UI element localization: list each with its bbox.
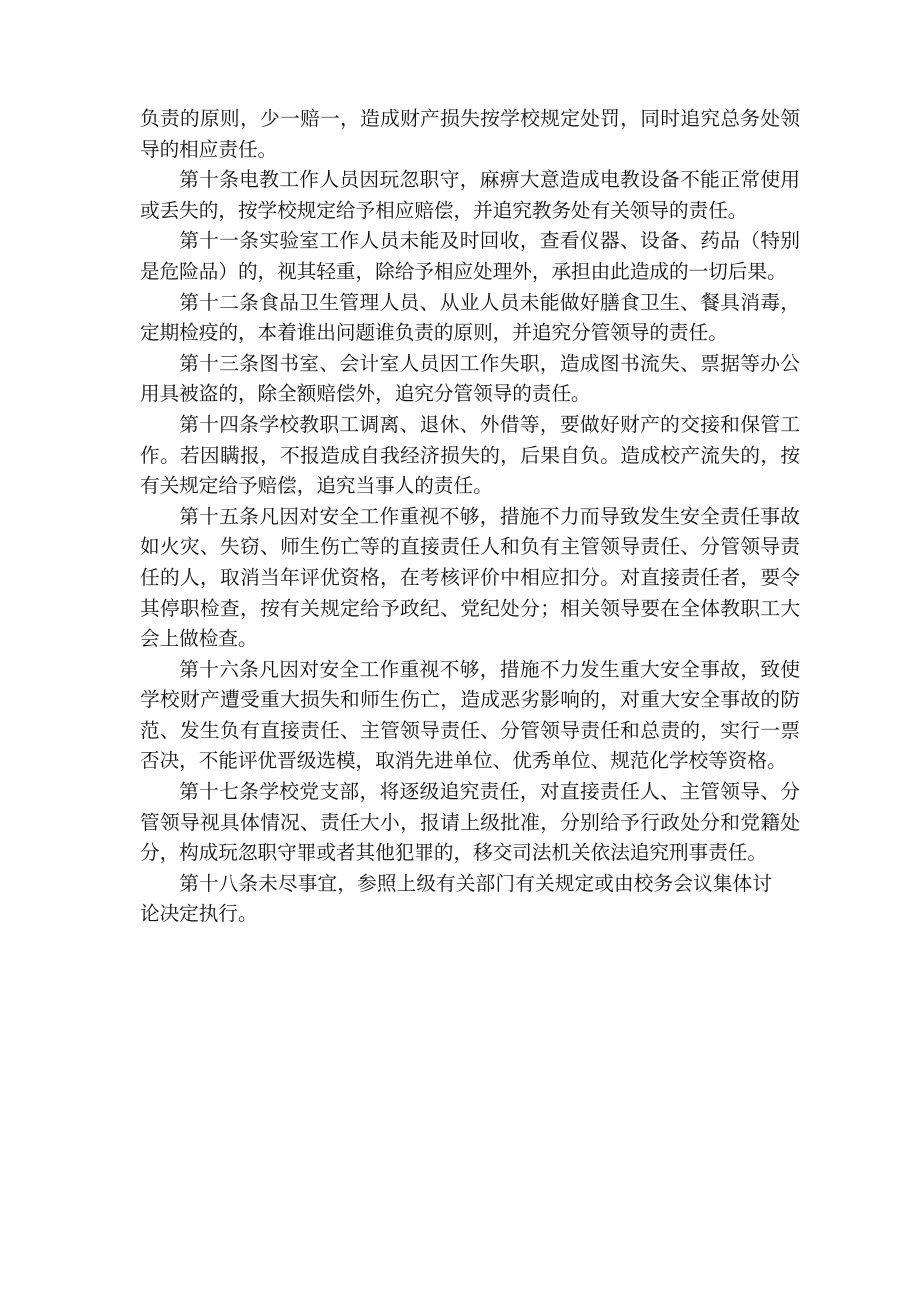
article-16: 第十六条凡因对安全工作重视不够，措施不力发生重大安全事故，致使学校财产遭受重大损失和师生伤亡，造成恶劣影响的，对重大安全事故的防范、发生负有直接责任、主管领导责任、分管领导责任和总责的，实行一票否决，不能评优晋级选模，取消先进单位、优秀单位、规范化学校等资格。 <box>140 657 800 773</box>
article-17: 第十七条学校党支部，将逐级追究责任，对直接责任人、主管领导、分管领导视具体情况、责任大小，报请上级批准，分别给予行政处分和党籍处分，构成玩忽职守罪或者其他犯罪的，移交司法机关依法追究刑事责任。 <box>140 780 800 865</box>
document-page <box>140 104 800 930</box>
article-13: 第十三条图书室、会计室人员因工作失职，造成图书流失、票据等办公用具被盗的，除全额赔偿外，追究分管领导的责任。 <box>140 351 800 406</box>
article-18: 第十八条未尽事宜，参照上级有关部门有关规定或由校务会议集体讨论决定执行。 <box>140 871 772 926</box>
article-12: 第十二条食品卫生管理人员、从业人员未能做好膳食卫生、餐具消毒，定期检疫的，本着谁出问题谁负责的原则，并追究分管领导的责任。 <box>140 290 800 345</box>
article-11: 第十一条实验室工作人员未能及时回收，查看仪器、设备、药品（特别是危险品）的，视其轻重，除给予相应处理外，承担由此造成的一切后果。 <box>140 229 800 283</box>
article-14: 第十四条学校教职工调离、退休、外借等，要做好财产的交接和保管工作。若因瞒报，不报造成自我经济损失的，后果自负。造成校产流失的，按有关规定给予赔偿，追究当事人的责任。 <box>140 412 800 498</box>
paragraph-continued: 负责的原则，少一赔一，造成财产损失按学校规定处罚，同时追究总务处领导的相应责任。 <box>140 107 800 161</box>
article-10: 第十条电教工作人员因玩忽职守，麻痹大意造成电教设备不能正常使用或丢失的，按学校规定给予相应赔偿，并追究教务处有关领导的责任。 <box>140 168 800 222</box>
article-15: 第十五条凡因对安全工作重视不够，措施不力而导致发生安全责任事故如火灾、失窃、师生伤亡等的直接责任人和负有主管领导责任、分管领导责任的人，取消当年评优资格，在考核评价中相应扣分。对直接责任者，要令其停职检查，按有关规定给予政纪、党纪处分；相关领导要在全体教职工大会上做检查。 <box>140 504 800 651</box>
